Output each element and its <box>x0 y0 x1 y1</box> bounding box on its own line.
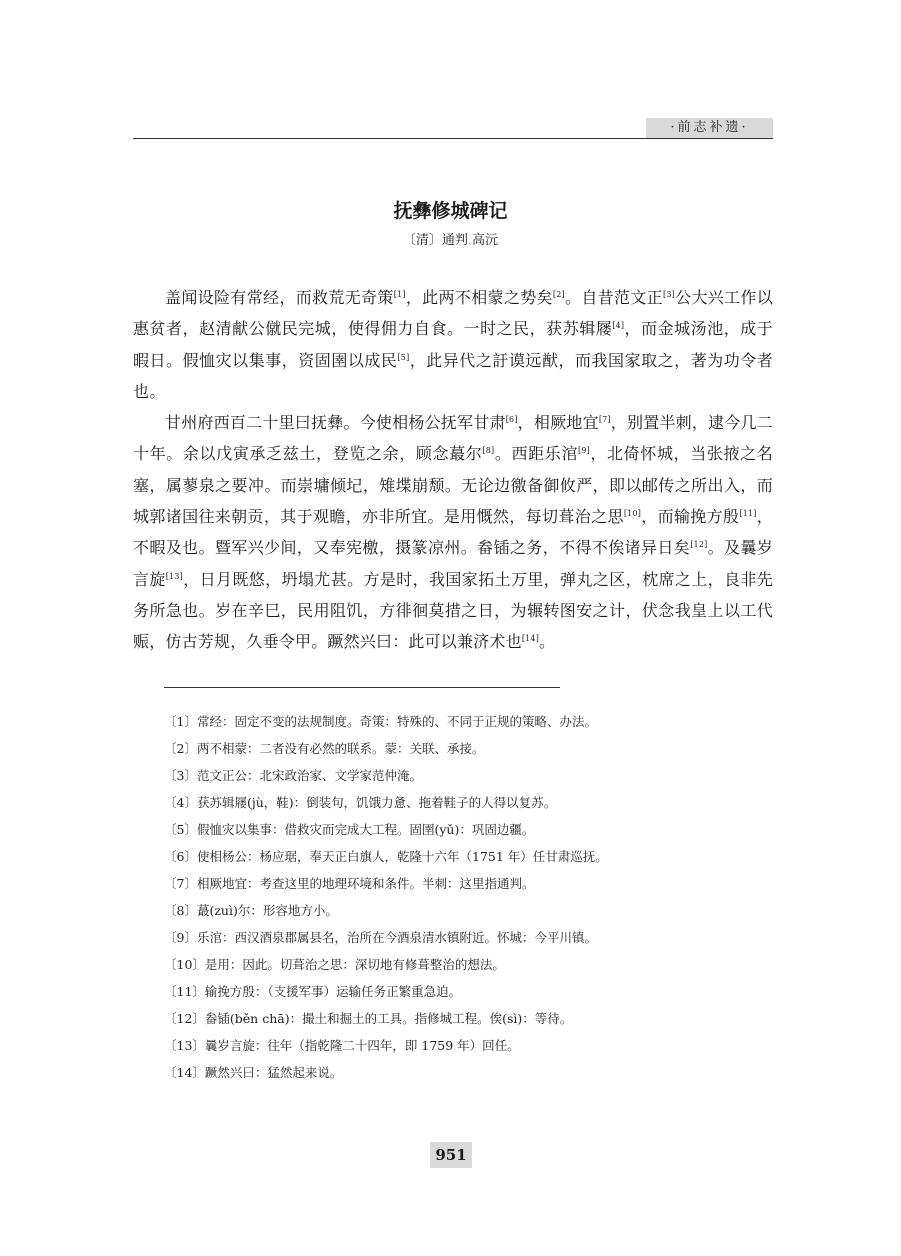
footnote-marker: [12] <box>690 540 708 550</box>
footnote-marker: [5] <box>397 352 410 362</box>
footnote-marker: [11] <box>739 509 757 519</box>
paragraph-text: 甘州府西百二十里曰抚彝。今使相杨公抚军甘肃 <box>165 413 506 433</box>
footnote-marker: [7] <box>598 415 611 425</box>
paragraph-text: ，而金城汤池，成于暇日。假恤灾以集事，资固圉以成民 <box>133 319 773 370</box>
header-rule <box>133 138 773 139</box>
paragraph-text: 。及曩岁言旋 <box>133 538 773 589</box>
footnote-item: 〔14〕蹶然兴曰：猛然起来说。 <box>164 1065 343 1080</box>
footnote-marker: [9] <box>578 446 590 456</box>
footnote-item: 〔1〕常经：固定不变的法规制度。奇策：特殊的、不同于正规的策略、办法。 <box>164 714 597 729</box>
footnote-separator <box>164 687 560 688</box>
footnote-item: 〔12〕畚锸(běn chā)：撮土和掘土的工具。指修城工程。俟(sì)：等待。 <box>164 1011 573 1026</box>
article-body <box>133 282 773 658</box>
paragraph-text: ，不暇及也。暨军兴少间，又奉宪檄，摄篆凉州。畚锸之务，不得不俟诸异日矣 <box>133 507 773 558</box>
footnote-marker: [13] <box>165 571 184 581</box>
paragraph-text: 盖闻设险有常经，而救荒无奇策 <box>165 288 394 307</box>
footnote-item: 〔5〕假恤灾以集事：借救灾而完成大工程。固圉(yǔ)：巩固边疆。 <box>164 822 535 837</box>
article-author: 〔清〕通判 高沅 <box>402 233 499 248</box>
article-title: 抚彝修城碑记 <box>393 200 508 222</box>
footnote-item: 〔11〕输挽方殷：（支援军事）运输任务正繁重急迫。 <box>164 984 462 999</box>
footnote-item: 〔4〕获苏辑屦(jù，鞋)：倒装句，饥饿力惫、拖着鞋子的人得以复苏。 <box>164 795 557 810</box>
footnote-item: 〔2〕两不相蒙：二者没有必然的联系。蒙：关联、承接。 <box>164 741 485 756</box>
footnote-marker: [8] <box>482 446 495 456</box>
footnote-marker: [4] <box>612 321 625 331</box>
footnote-item: 〔3〕范文正公：北宋政治家、文学家范仲淹。 <box>164 768 422 783</box>
paragraph-text: ，北倚怀城，当张掖之名塞，属蓼泉之要冲。而崇墉倾圮，雉堞崩颓。无论边徼备御攸严，即以邮传之所出入，而城郭诸国往来朝贡，其于观瞻，亦非所宜。是用慨然，每切葺治之思 <box>133 444 773 527</box>
footnote-item: 〔6〕使相杨公：杨应琚，奉天正白旗人，乾隆十六年（1751 年）任甘肃巡抚。 <box>164 849 608 864</box>
paragraph-text: ，日月既悠，坍塌尤甚。方是时，我国家拓土万里，弹丸之区，枕席之上，良非先务所急也。岁在辛巳，民用阻饥，方徘徊莫措之日，为辗转图安之计，伏念我皇上以工代赈，仿古芳规，久垂令甲。蹶然兴曰：此可以兼济术也 <box>133 569 773 652</box>
footnote-item: 〔7〕相厥地宜：考查这里的地理环境和条件。半刺：这里指通判。 <box>164 876 535 891</box>
footnote-item: 〔9〕乐涫：西汉酒泉郡属县名，治所在今酒泉清水镇附近。怀城：今平川镇。 <box>164 930 597 945</box>
footnote-marker: [14] <box>521 634 540 644</box>
paragraph-text: ，相厥地宜 <box>517 413 599 433</box>
paragraph-text: 。西距乐涫 <box>494 444 579 464</box>
footnote-marker: [6] <box>505 415 518 425</box>
paragraph-text: ，此两不相蒙之势矣 <box>405 288 553 307</box>
body-paragraph <box>133 407 773 657</box>
paragraph-text: ，别置半刺，逮今几二十年。余以戊寅承乏兹土，登览之余，顾念蕞尔 <box>133 413 773 464</box>
footnote-marker: [3] <box>663 290 675 299</box>
footnote-item: 〔10〕是用：因此。切葺治之思：深切地有修葺整治的想法。 <box>164 957 505 972</box>
paragraph-text: 公大兴工作以惠贫者，赵清献公僦民完城，使得佣力自食。一时之民，获苏辑屦 <box>133 288 774 339</box>
page-number: 951 <box>430 1142 472 1168</box>
footnote-item: 〔8〕蕞(zuì)尔：形容地方小。 <box>164 903 338 918</box>
paragraph-text: 。 <box>539 632 556 652</box>
body-paragraph <box>133 282 773 407</box>
paragraph-text: ，此异代之訏谟远猷，而我国家取之，著为功令者也。 <box>133 350 774 401</box>
paragraph-text: ，而输挽方殷 <box>641 507 740 527</box>
footnote-marker: [10] <box>623 509 642 519</box>
footnote-item: 〔13〕曩岁言旋：往年（指乾隆二十四年，即 1759 年）回任。 <box>164 1038 520 1053</box>
footnote-marker: [2] <box>552 290 565 299</box>
paragraph-text: 。自昔范文正 <box>564 288 664 307</box>
section-header-tab: ·前志补遗· <box>646 118 773 138</box>
footnotes-list <box>164 708 764 1086</box>
footnote-marker: [1] <box>393 290 406 299</box>
